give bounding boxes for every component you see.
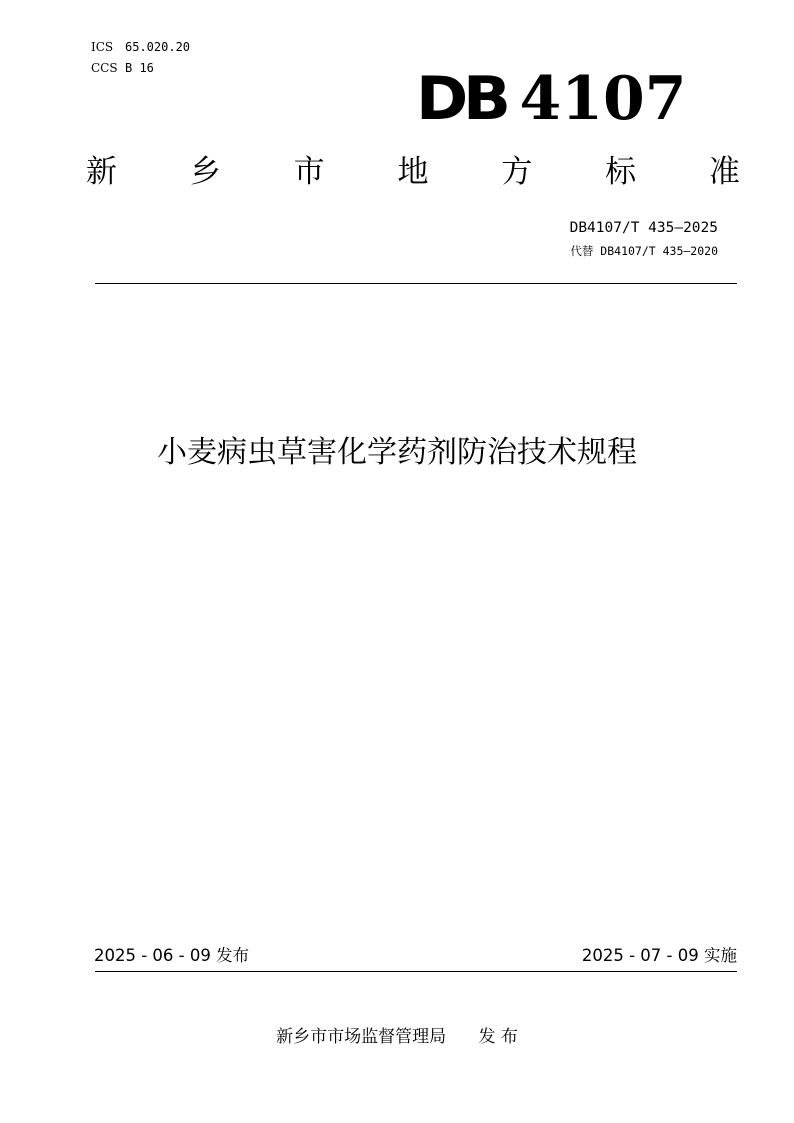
category-char: 准 [708, 154, 740, 190]
category-char: 地 [397, 154, 429, 190]
category-char: 方 [501, 154, 533, 190]
effective-date: 2025 - 07 - 09 实施 [581, 946, 737, 965]
standard-number: DB4107/T 435—2025 [569, 220, 718, 236]
replaces-standard: 代替 DB4107/T 435—2020 [570, 244, 718, 258]
document-title: 小麦病虫草害化学药剂防治技术规程 [157, 435, 637, 470]
issuing-authority: 新乡市市场监督管理局 发 布 [276, 1027, 518, 1047]
category-char: 乡 [189, 154, 221, 190]
category-char: 新 [86, 154, 117, 190]
category-char: 市 [293, 154, 325, 190]
ics-label: ICS [91, 40, 114, 54]
footer-divider [95, 971, 737, 972]
ccs-label: CCS [91, 61, 118, 75]
ics-value: 65.020.20 [125, 40, 191, 54]
header-divider [95, 283, 737, 284]
ics-code [91, 39, 190, 55]
db-logo [416, 64, 686, 134]
issue-date: 2025 - 06 - 09 发布 [94, 946, 250, 965]
ccs-code [91, 60, 154, 76]
db-logo-letters: DB [416, 64, 506, 134]
standard-category [86, 150, 740, 194]
ccs-value: B 16 [125, 61, 154, 75]
db-logo-number: 4107 [519, 64, 687, 134]
category-char: 标 [605, 154, 637, 190]
